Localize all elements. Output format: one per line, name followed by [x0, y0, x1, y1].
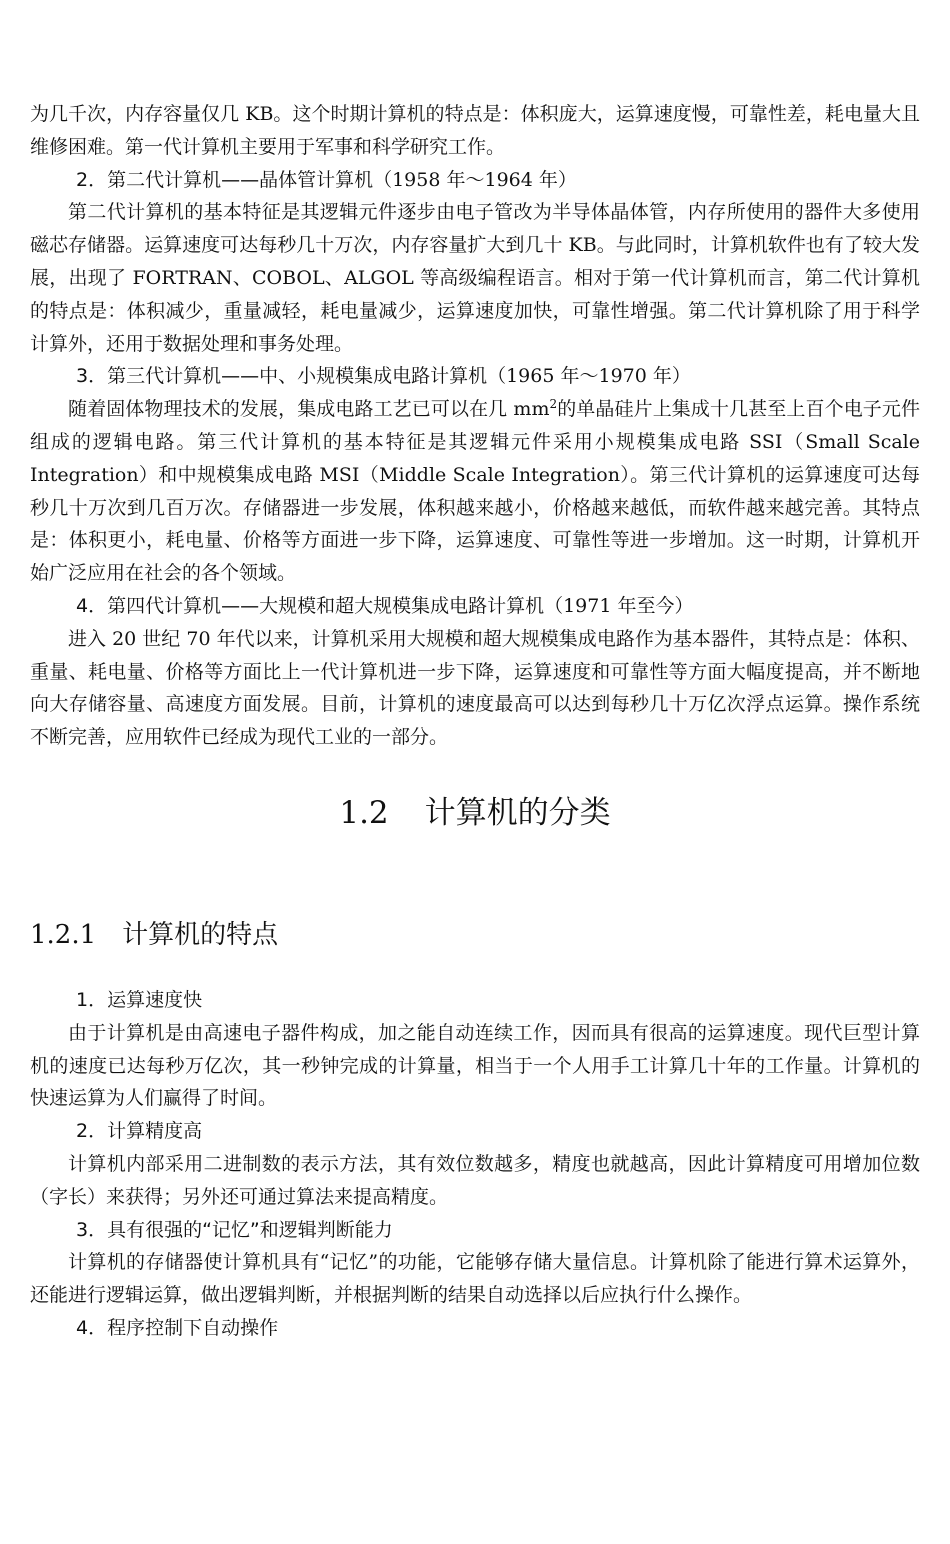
features-section: [30, 984, 920, 1345]
feature-memory-heading: 3．具有很强的“记忆”和逻辑判断能力: [76, 1218, 393, 1241]
second-generation-paragraph: 第二代计算机的基本特征是其逻辑元件逐步由电子管改为半导体晶体管，内存所使用的器件大多使用磁芯存储器。运算速度可达每秒几十万次，内存容量扩大到几十 KB。与此同时，计算机软件也有了较大发展，出现了 FORTRAN、COBOL、ALGOL 等高级编程语言。相对于第一代计算机而言，第二代计算机的特点是：体积减少，重量减轻，耗电量减少，运算速度加快，可靠性增强。第二代计算机除了用于科学计算外，还用于数据处理和事务处理。: [30, 201, 920, 355]
feature-precision-heading: 2．计算精度高: [76, 1120, 203, 1143]
feature-speed-paragraph: 由于计算机是由高速电子器件构成，加之能自动连续工作，因而具有很高的运算速度。现代巨型计算机的速度已达每秒万亿次，其一秒钟完成的计算量，相当于一个人用手工计算几十年的工作量。计算机的快速运算为人们赢得了时间。: [30, 1021, 920, 1110]
subsection-title: [30, 915, 278, 955]
third-generation-label: 3．第三代计算机——中、小规模集成电路计算机: [76, 365, 488, 388]
second-generation-heading: [30, 164, 920, 197]
subsection-title-text: 计算机的特点: [122, 920, 279, 950]
feature-speed-heading: 1．运算速度快: [76, 989, 203, 1011]
feature-precision-paragraph: 计算机内部采用二进制数的表示方法，其有效位数越多，精度也就越高，因此计算精度可用增加位数（字长）来获得；另外还可通过算法来提高精度。: [30, 1152, 920, 1208]
first-generation-paragraph-end: 为几千次，内存容量仅几 KB。这个时期计算机的特点是：体积庞大，运算速度慢，可靠性差，耗电量大且维修困难。第一代计算机主要用于军事和科学研究工作。: [30, 103, 920, 158]
feature-auto-heading: 4．程序控制下自动操作: [76, 1316, 279, 1339]
subsection-number: 1.2.1: [30, 920, 97, 950]
superscript-two: 2: [549, 397, 558, 412]
section-number: 1.2: [339, 795, 389, 831]
fourth-generation-heading: [30, 590, 920, 623]
section-title: [0, 790, 950, 836]
third-generation-paragraph: [30, 393, 920, 590]
third-generation-text-b: 的单晶硅片上集成十几甚至上百个电子元件组成的逻辑电路。第三代计算机的基本特征是其逻辑元件采用小规模集成电路 SSI（Small Scale Integration）和中规模集成电路 MSI（Middle Scale Integration）。第三代计算机的运算速度可达每秒几十万次到几百万次。存储器进一步发展，体积越来越小，价格越来越低，而软件越来越完善。其特点是：体积更小，耗电量、价格等方面进一步下降，运算速度、可靠性等进一步增加。这一时期，计算机开始广泛应用在社会的各个领域。: [30, 398, 920, 585]
third-generation-years: （1965 年～1970 年）: [487, 365, 691, 388]
fourth-generation-years: （1971 年至今）: [544, 594, 694, 617]
section-title-text: 计算机的分类: [424, 795, 611, 831]
fourth-generation-paragraph: 进入 20 世纪 70 年代以来，计算机采用大规模和超大规模集成电路作为基本器件，其特点是：体积、重量、耗电量、价格等方面比上一代计算机进一步下降，运算速度和可靠性等方面大幅度提高，并不断地向大存储容量、高速度方面发展。目前，计算机的速度最高可以达到每秒几十万亿次浮点运算。操作系统不断完善，应用软件已经成为现代工业的一部分。: [30, 627, 920, 749]
feature-memory-paragraph: 计算机的存储器使计算机具有“记忆”的功能，它能够存储大量信息。计算机除了能进行算术运算外，还能进行逻辑运算，做出逻辑判断，并根据判断的结果自动选择以后应执行什么操作。: [30, 1251, 920, 1307]
third-generation-heading: [30, 360, 920, 393]
generations-section: [30, 98, 920, 754]
second-generation-label: 2．第二代计算机——晶体管计算机: [76, 168, 374, 191]
fourth-generation-label: 4．第四代计算机——大规模和超大规模集成电路计算机: [76, 594, 545, 617]
second-generation-years: （1958 年～1964 年）: [373, 168, 577, 191]
third-generation-text-a: 随着固体物理技术的发展，集成电路工艺已可以在几 mm: [68, 398, 550, 421]
